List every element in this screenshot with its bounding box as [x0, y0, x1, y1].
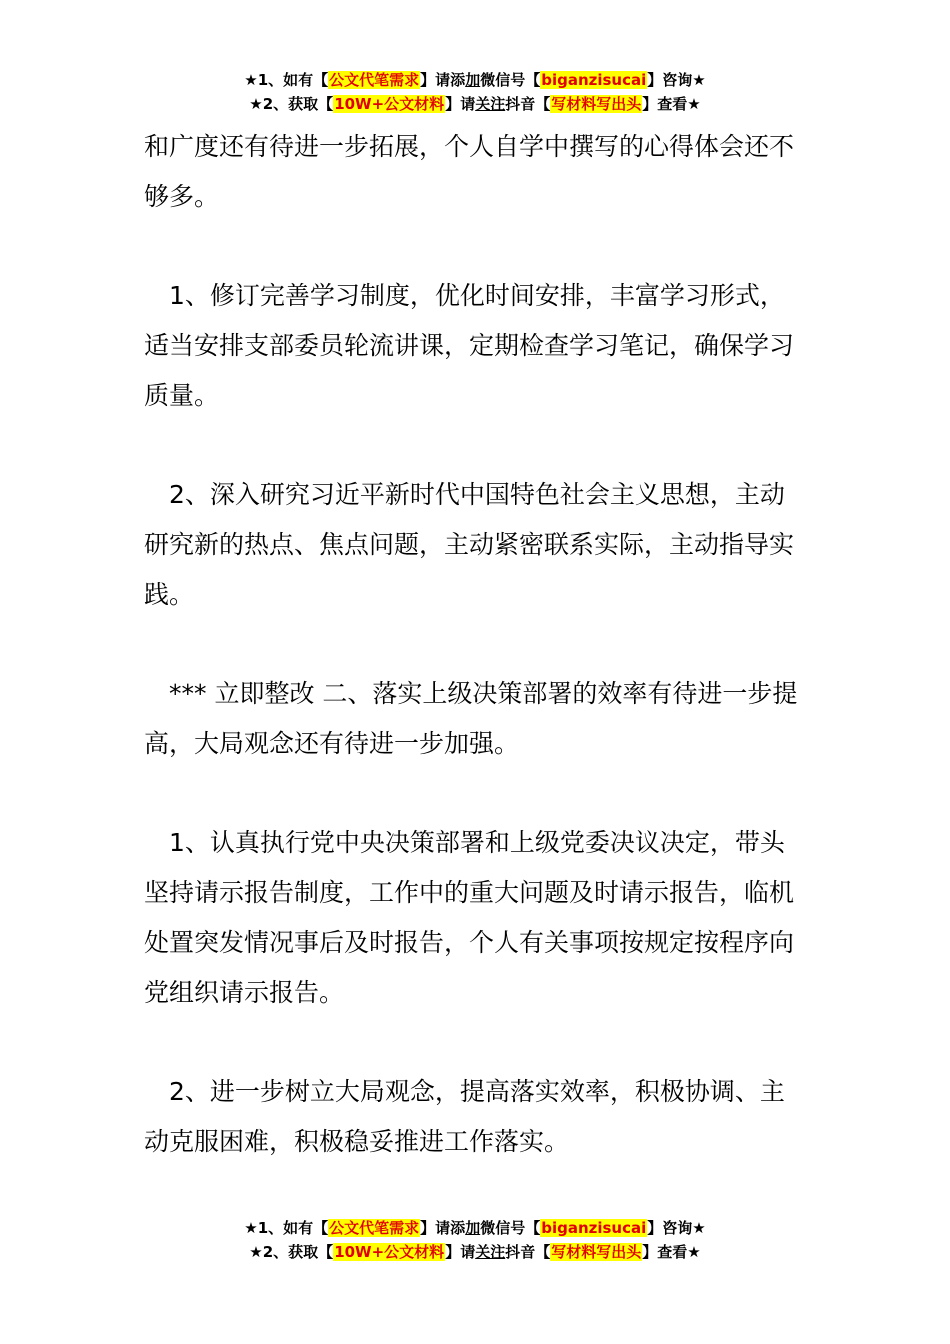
highlight-service: 公文代笔需求 — [329, 71, 420, 89]
paragraph: 2、深入研究习近平新时代中国特色社会主义思想，主动研究新的热点、焦点问题，主动紧密联系实际，主动指导实践。 — [144, 480, 795, 609]
paragraph: 2、进一步树立大局观念，提高落实效率，积极协调、主动克服困难，积极稳妥推进工作落实。 — [144, 1077, 785, 1156]
banner-line-1: ★1、如有【公文代笔需求】请添加微信号【biganzisucai】咨询★ — [244, 1219, 706, 1237]
document-body — [144, 122, 809, 1216]
highlight-wechat-id: biganzisucai — [541, 1219, 647, 1237]
bottom-banner — [0, 1216, 950, 1264]
highlight-materials: 10W+公文材料 — [334, 1243, 445, 1261]
highlight-service: 公文代笔需求 — [329, 1219, 420, 1237]
paragraph: 1、认真执行党中央决策部署和上级党委决议决定，带头坚持请示报告制度，工作中的重大问题及时请示报告，临机处置突发情况事后及时报告，个人有关事项按规定按程序向党组织请示报告。 — [144, 828, 795, 1007]
top-banner — [0, 68, 950, 116]
highlight-materials: 10W+公文材料 — [334, 95, 445, 113]
highlight-wechat-id: biganzisucai — [541, 71, 647, 89]
highlight-douyin-account: 写材料写出头 — [551, 1243, 642, 1261]
banner-line-1: ★1、如有【公文代笔需求】请添加微信号【biganzisucai】咨询★ — [244, 71, 706, 89]
paragraph: 和广度还有待进一步拓展，个人自学中撰写的心得体会还不够多。 — [144, 132, 795, 211]
paragraph: 1、修订完善学习制度，优化时间安排，丰富学习形式，适当安排支部委员轮流讲课，定期检查学习笔记，确保学习质量。 — [144, 281, 795, 410]
highlight-douyin-account: 写材料写出头 — [551, 95, 642, 113]
banner-line-2: ★2、获取【10W+公文材料】请关注抖音【写材料写出头】查看★ — [249, 1243, 701, 1261]
paragraph: *** 立即整改 二、落实上级决策部署的效率有待进一步提高，大局观念还有待进一步加强。 — [144, 679, 798, 758]
banner-line-2: ★2、获取【10W+公文材料】请关注抖音【写材料写出头】查看★ — [249, 95, 701, 113]
